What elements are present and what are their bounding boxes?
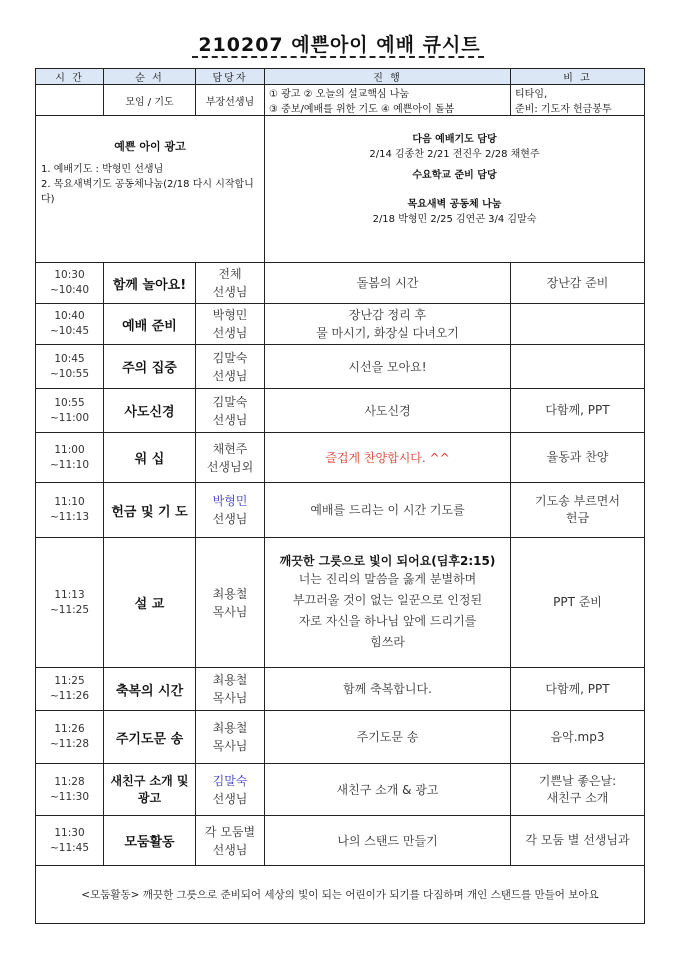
table-row: 11:00 ~11:10 워 십 채현주 선생님외 즐겁게 찬양합시다. ^^ 율동과 찬양 — [36, 433, 645, 483]
table-row: 10:45 ~10:55 주의 집중 김말숙 선생님 시선을 모아요! — [36, 345, 645, 389]
table-row: 11:30 ~11:45 모둠활동 각 모둠별 선생님 나의 스탠드 만들기 각 모둠 별 선생님과 — [36, 816, 645, 866]
footer-row — [36, 866, 645, 924]
table-row: 10:55 ~11:00 사도신경 김말숙 선생님 사도신경 다함께, PPT — [36, 389, 645, 433]
title-underline — [192, 56, 484, 58]
table-row: 11:25 ~11:26 축복의 시간 최용철 목사님 함께 축복합니다. 다함께, PPT — [36, 668, 645, 711]
table-row: 11:13 ~11:25 설 교 최용철 목사님 깨끗한 그릇으로 빛이 되어요(딤후2:15) 너는 진리의 말씀을 옳게 분별하며 부끄러울 것이 없는 일꾼으로 인정된 자로 자신을 하나님 앞에 드리기를 힘쓰라 PPT 준비 — [36, 538, 645, 668]
announcement-box: 예쁜 아이 광고 1. 예배기도 : 박형민 선생님 2. 목요새벽기도 공동체나눔(2/18 다시 시작합니다) — [36, 116, 265, 263]
gathering-person: 부장선생님 — [196, 85, 265, 116]
cue-sheet-table — [35, 68, 645, 924]
footer-note: <모둠활동> 깨끗한 그릇으로 준비되어 세상의 빛이 되는 어린이가 되기를 다짐하며 개인 스탠드를 만들어 보아요 — [36, 866, 645, 924]
header-row — [36, 69, 645, 85]
page-title: 210207 예쁜아이 예배 큐시트 — [198, 34, 481, 56]
gathering-note: 티타임, 준비: 기도자 헌금봉투 — [511, 85, 645, 116]
header-person: 담당자 — [196, 69, 265, 85]
sermon-content: 깨끗한 그릇으로 빛이 되어요(딤후2:15) 너는 진리의 말씀을 옳게 분별하며 부끄러울 것이 없는 일꾼으로 인정된 자로 자신을 하나님 앞에 드리기를 힘쓰라 — [265, 538, 511, 668]
info-row — [36, 116, 645, 263]
gathering-order: 모임 / 기도 — [104, 85, 196, 116]
header-note: 비 고 — [511, 69, 645, 85]
header-time: 시 간 — [36, 69, 104, 85]
table-row: 11:10 ~11:13 헌금 및 기 도 박형민 선생님 예배를 드리는 이 시간 기도를 기도송 부르면서 헌금 — [36, 483, 645, 538]
duty-box: 다음 예배기도 담당 2/14 김종찬 2/21 전진우 2/28 채현주 수요학교 준비 담당 목요새벽 공동체 나눔 2/18 박형민 2/25 김연곤 3/4 김말숙 — [265, 116, 645, 263]
table-row: 10:30 ~10:40 함께 놀아요! 전체 선생님 돌봄의 시간 장난감 준비 — [36, 263, 645, 304]
gathering-row — [36, 85, 645, 116]
gathering-progress: ① 광고 ② 오늘의 설교핵심 나눔 ③ 중보/예배를 위한 기도 ④ 예쁜아이 돌봄 — [265, 85, 511, 116]
table-row: 11:28 ~11:30 새친구 소개 및 광고 김말숙 선생님 새친구 소개 & 광고 기쁜날 좋은날: 새친구 소개 — [36, 764, 645, 816]
header-order: 순 서 — [104, 69, 196, 85]
table-row: 11:26 ~11:28 주기도문 송 최용철 목사님 주기도문 송 음악.mp3 — [36, 711, 645, 764]
table-row: 10:40 ~10:45 예배 준비 박형민 선생님 장난감 정리 후 물 마시기, 화장실 다녀오기 — [36, 304, 645, 345]
announcement-title: 예쁜 아이 광고 — [114, 140, 186, 153]
header-progress: 진 행 — [265, 69, 511, 85]
